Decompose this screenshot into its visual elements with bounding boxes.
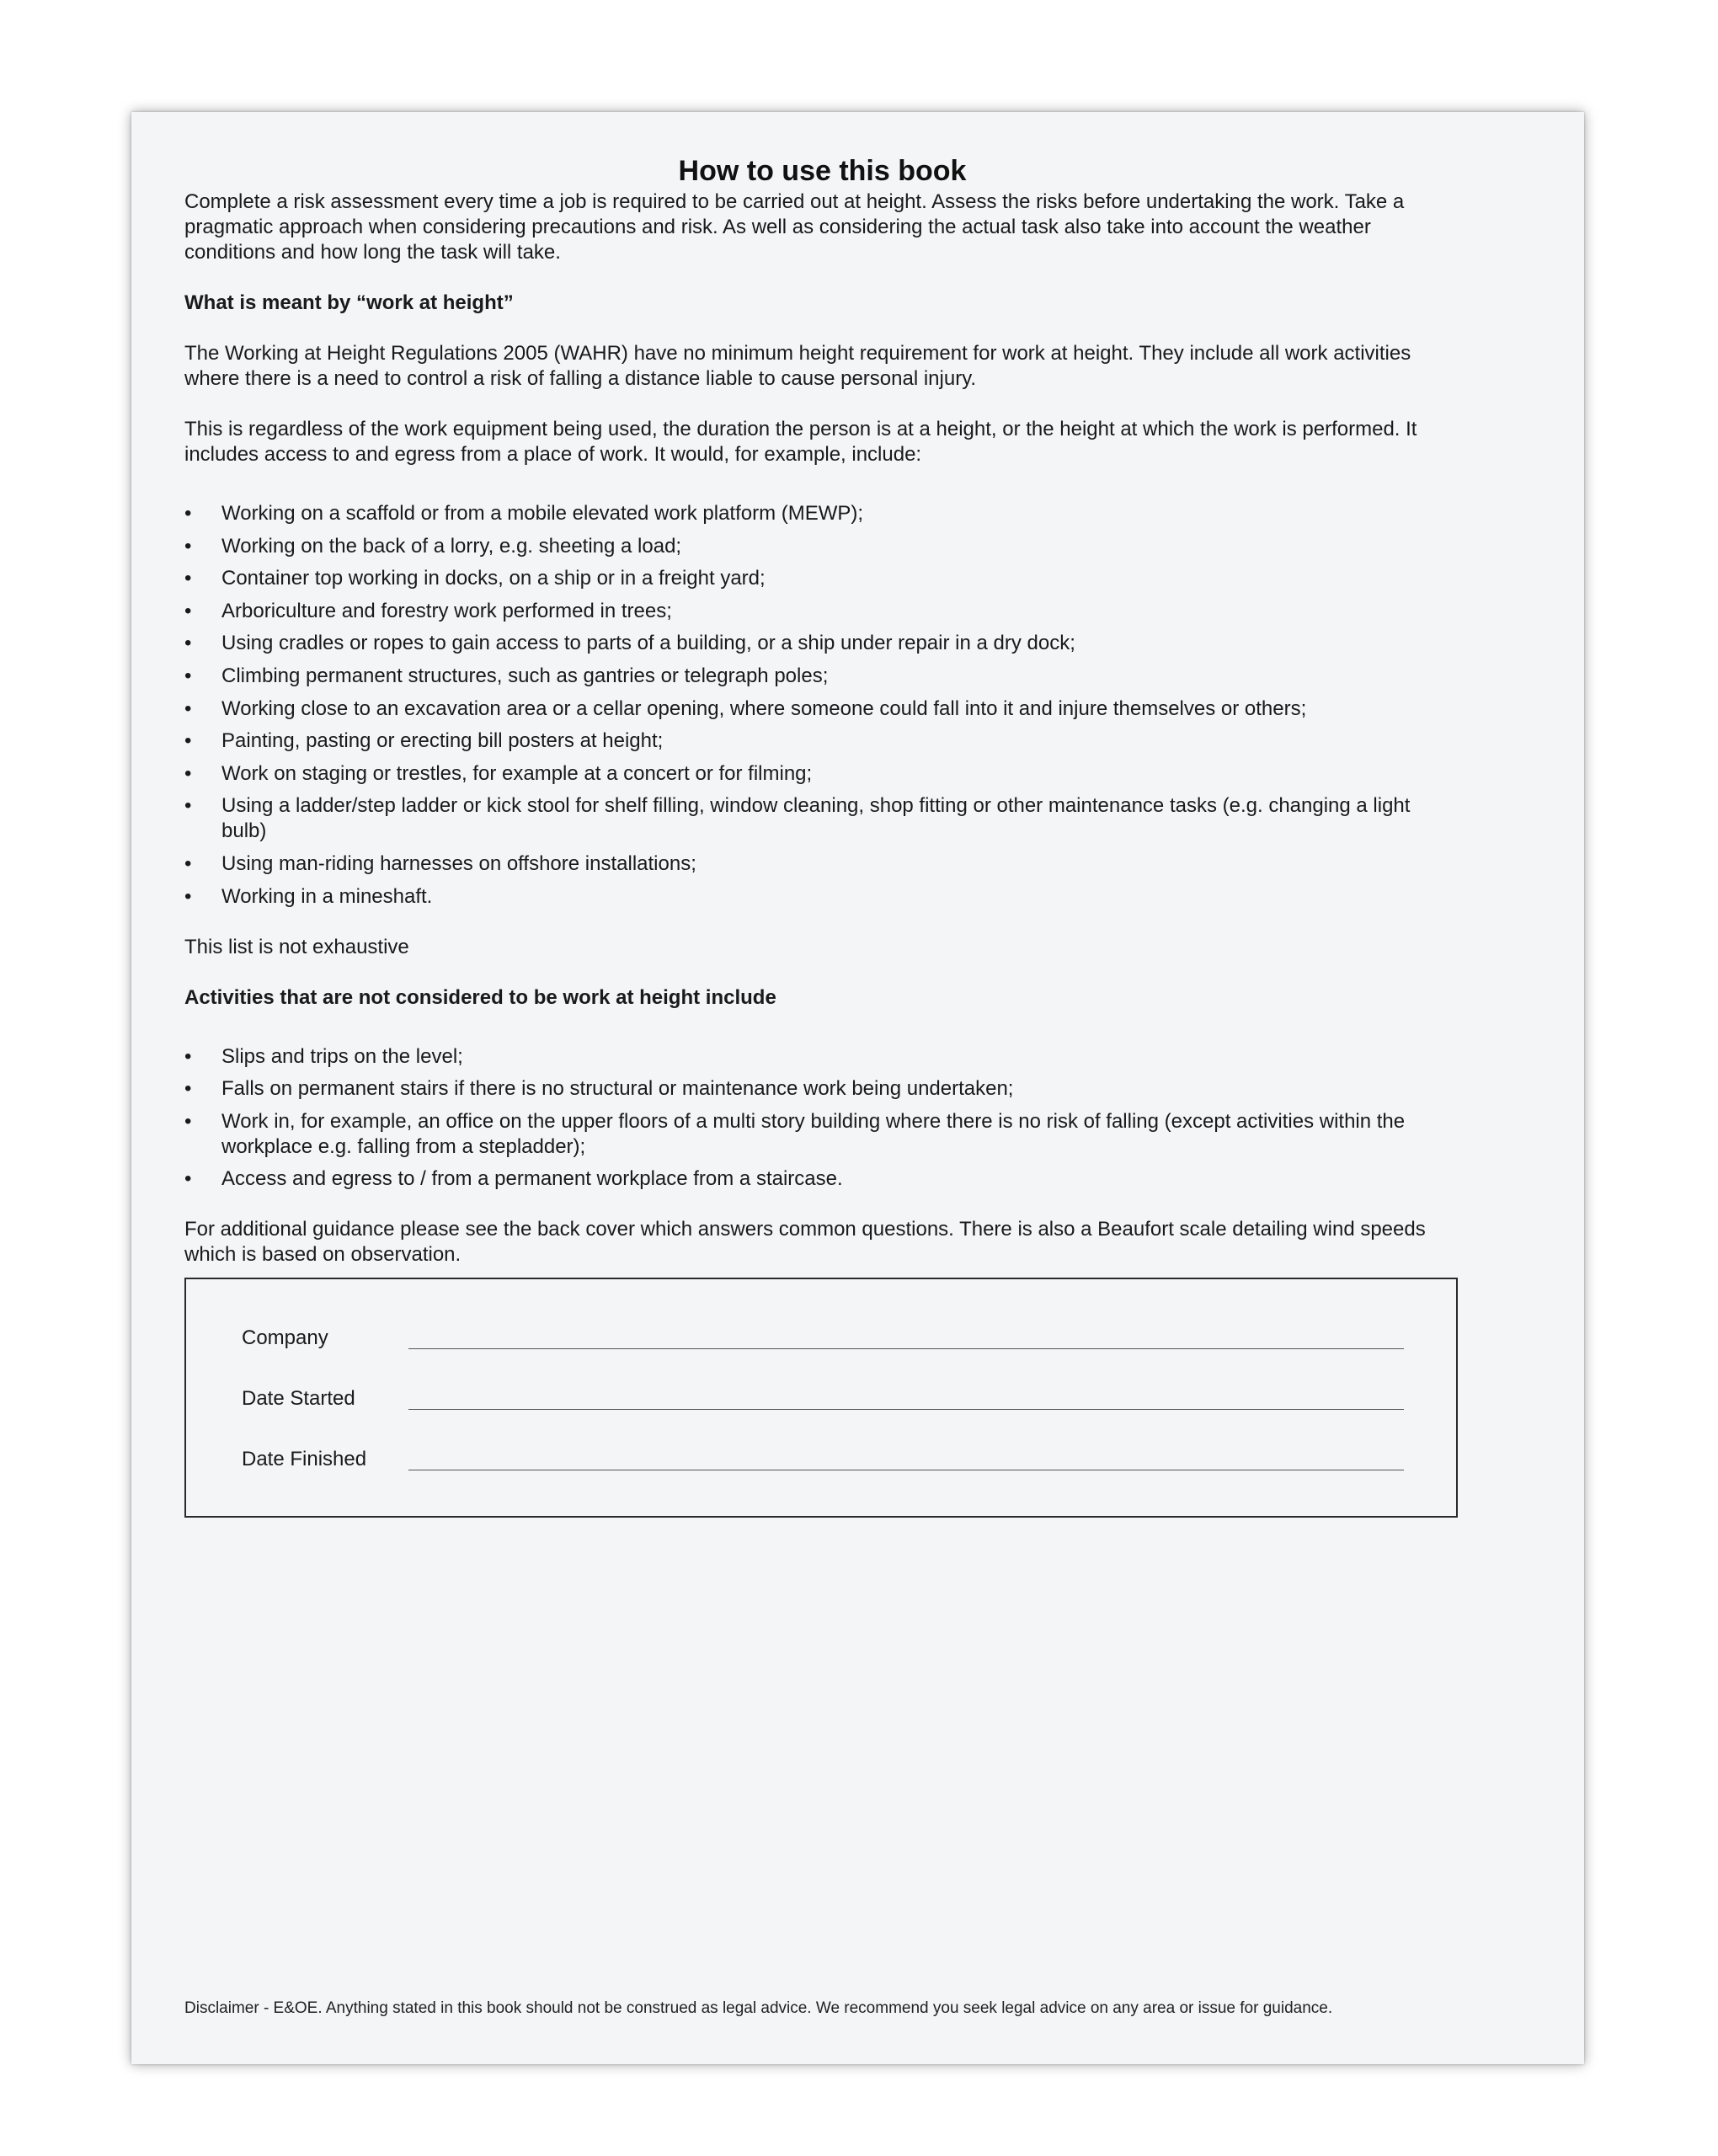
date-finished-label: Date Finished (242, 1448, 367, 1470)
regulations-paragraph: The Working at Height Regulations 2005 (WAHR) have no minimum height requirement for work at height. They include all work activities where there is a need to control a risk of falling a distance liable to cause personal injury. (184, 342, 1411, 390)
scope-paragraph: This is regardless of the work equipment being used, the duration the person is at a height, or the height at which the work is performed. It includes access to and egress from a place of work. It would, for example, include: (184, 418, 1417, 466)
document-page (131, 112, 1584, 2064)
section-heading-work-at-height: What is meant by “work at height” (184, 291, 514, 314)
page-title: How to use this book (678, 155, 967, 187)
work-at-height-examples-list (184, 501, 1460, 910)
company-field-line[interactable] (408, 1348, 1404, 1349)
list-item: • Work on staging or trestles, for example at a concert or for filming; (184, 761, 1460, 787)
list-item: • Using man-riding harnesses on offshore installations; (184, 851, 1460, 877)
list-item: • Painting, pasting or erecting bill posters at height; (184, 728, 1460, 754)
list-item: • Climbing permanent structures, such as gantries or telegraph poles; (184, 664, 1460, 689)
details-form-box (184, 1278, 1458, 1518)
list-item: • Work in, for example, an office on the upper floors of a multi story building where there is no risk of falling (except activities within the workplace e.g. falling from a stepladder); (184, 1109, 1460, 1160)
list-item: • Using a ladder/step ladder or kick stool for shelf filling, window cleaning, shop fitting or other maintenance tasks (e.g. changing a light bulb) (184, 793, 1460, 844)
list-item: • Using cradles or ropes to gain access to parts of a building, or a ship under repair in a dry dock; (184, 631, 1460, 656)
company-row (242, 1326, 1404, 1359)
date-finished-row (242, 1447, 1404, 1481)
intro-paragraph: Complete a risk assessment every time a job is required to be carried out at height. Assess the risks before undertaking the work. Take a pragmatic approach when considering precautions and risk. As well as considering the actual task also take into account the weather conditions and how long the task will take. (184, 190, 1405, 264)
list-item: • Working in a mineshaft. (184, 884, 1460, 910)
list-item: • Working on a scaffold or from a mobile elevated work platform (MEWP); (184, 501, 1460, 526)
page-content (184, 154, 1460, 1293)
list-note: This list is not exhaustive (184, 935, 409, 958)
date-started-row (242, 1386, 1404, 1420)
list-item: • Working close to an excavation area or a cellar opening, where someone could fall into it and injure themselves or others; (184, 696, 1460, 722)
list-item: • Working on the back of a lorry, e.g. sheeting a load; (184, 534, 1460, 559)
list-item: • Falls on permanent stairs if there is no structural or maintenance work being undertaken; (184, 1076, 1460, 1102)
date-started-label: Date Started (242, 1387, 355, 1410)
list-item: • Container top working in docks, on a ship or in a freight yard; (184, 566, 1460, 591)
date-started-field-line[interactable] (408, 1409, 1404, 1410)
disclaimer-text: Disclaimer - E&OE. Anything stated in this book should not be construed as legal advice. We recommend you seek legal advice on any area or issue for guidance. (184, 1999, 1333, 2017)
guidance-paragraph: For additional guidance please see the back cover which answers common questions. There is also a Beaufort scale detailing wind speeds which is based on observation. (184, 1218, 1426, 1267)
list-item: • Access and egress to / from a permanent workplace from a staircase. (184, 1166, 1460, 1192)
list-item: • Arboriculture and forestry work performed in trees; (184, 599, 1460, 624)
not-work-at-height-list (184, 1044, 1460, 1193)
company-label: Company (242, 1326, 328, 1349)
section-heading-not-work-at-height: Activities that are not considered to be work at height include (184, 985, 776, 1009)
list-item: • Slips and trips on the level; (184, 1044, 1460, 1070)
